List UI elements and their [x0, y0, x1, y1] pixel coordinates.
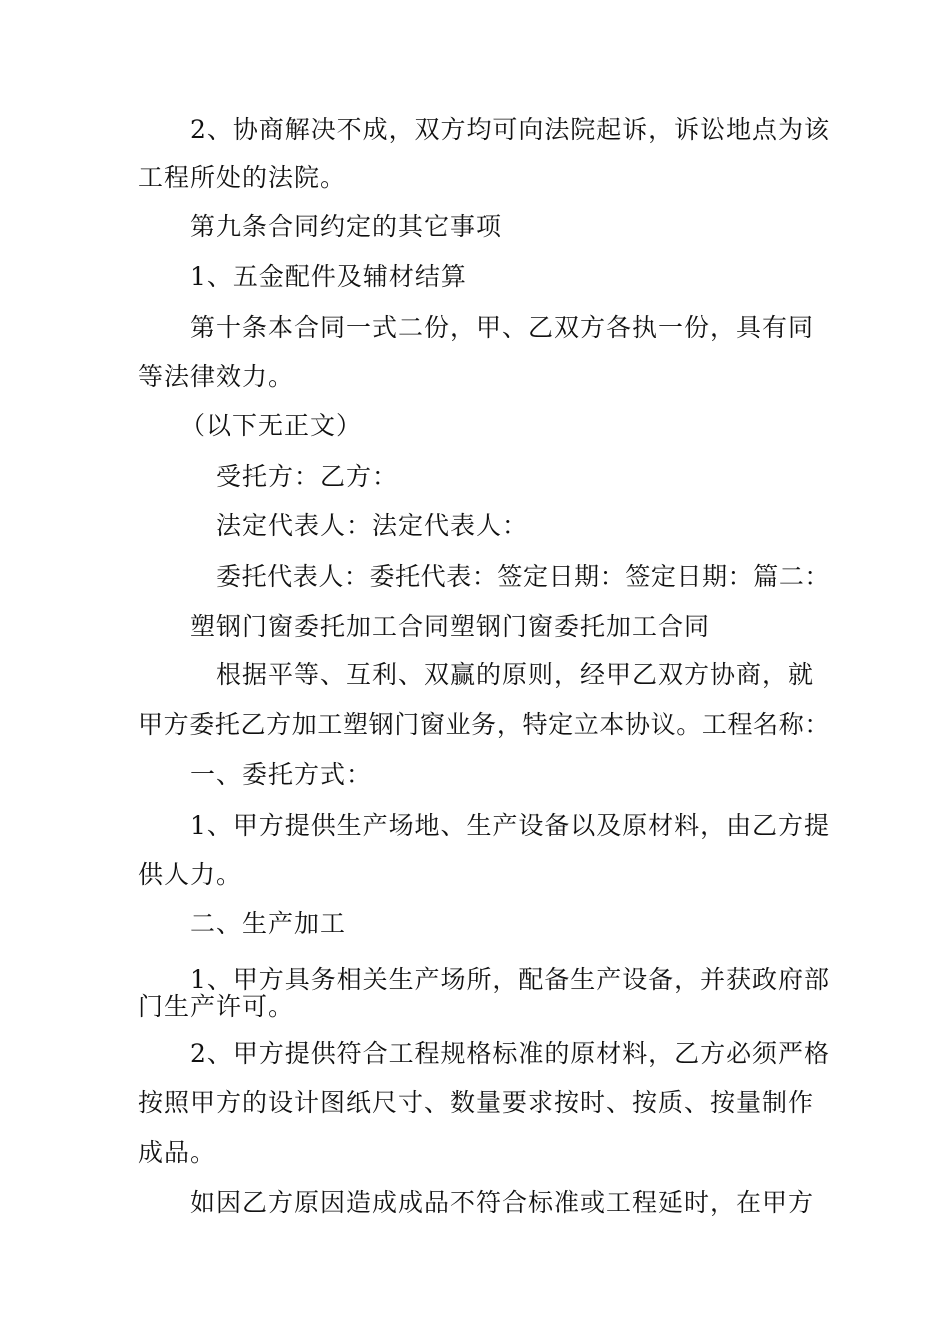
text-line: 2、甲方提供符合工程规格标准的原材料，乙方必须严格 — [190, 1039, 830, 1068]
section-heading: 第十条本合同一式二份，甲、乙双方各执一份，具有同 — [190, 313, 815, 342]
section-heading: 一、委托方式： — [190, 760, 373, 789]
section-heading: 二、生产加工 — [190, 909, 347, 938]
signature-line: 委托代表人：委托代表：签定日期：签定日期：篇二： — [216, 562, 831, 591]
text-line: 供人力。 — [138, 860, 243, 889]
text-line: 如因乙方原因造成成品不符合标准或工程延时，在甲方 — [190, 1188, 815, 1217]
text-line: 工程所处的法院。 — [138, 163, 347, 192]
signature-line: 受托方：乙方： — [216, 462, 399, 491]
signature-line: 法定代表人：法定代表人： — [216, 511, 529, 540]
text-line: 成品。 — [138, 1138, 217, 1167]
text-line: 1、甲方具务相关生产场所，配备生产设备，并获政府部 — [190, 965, 830, 994]
text-line: 根据平等、互利、双赢的原则，经甲乙双方协商，就 — [216, 660, 815, 689]
text-line: 1、五金配件及辅材结算 — [190, 262, 467, 291]
text-line: 等法律效力。 — [138, 362, 295, 391]
text-line: 2、协商解决不成，双方均可向法院起诉，诉讼地点为该 — [190, 115, 830, 144]
text-line: 1、甲方提供生产场地、生产设备以及原材料，由乙方提 — [190, 811, 830, 840]
text-line: 门生产许可。 — [138, 992, 295, 1021]
text-line: 按照甲方的设计图纸尺寸、数量要求按时、按质、按量制作 — [138, 1088, 815, 1117]
section-heading: 第九条合同约定的其它事项 — [190, 212, 503, 241]
document-title: 塑钢门窗委托加工合同塑钢门窗委托加工合同 — [190, 612, 711, 641]
text-line: （以下无正文） — [180, 411, 363, 440]
text-line: 甲方委托乙方加工塑钢门窗业务，特定立本协议。工程名称： — [138, 710, 831, 739]
